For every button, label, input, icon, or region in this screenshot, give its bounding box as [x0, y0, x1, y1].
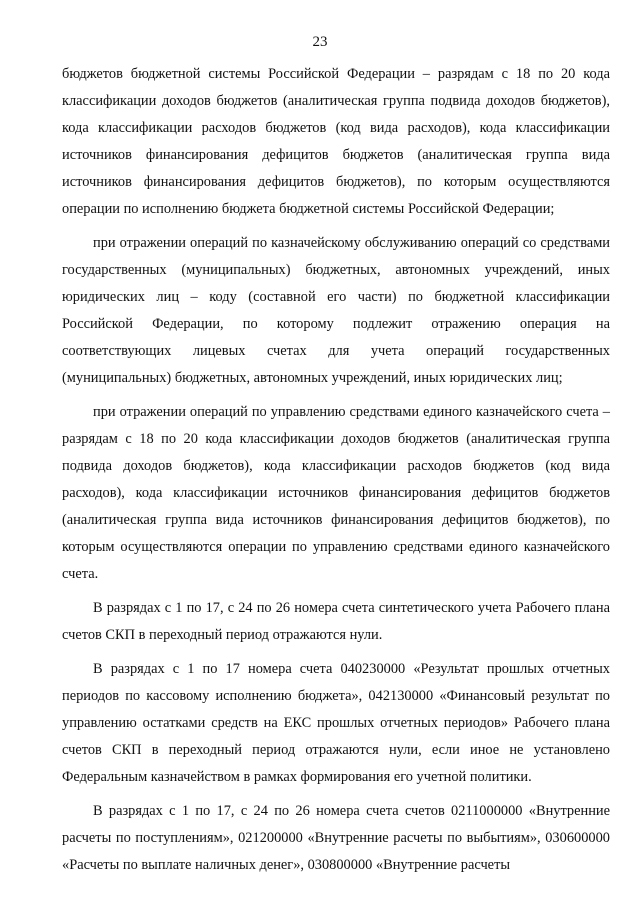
paragraph-4: В разрядах с 1 по 17, с 24 по 26 номера счета синтетического учета Рабочего плана счетов СКП в переходный период отражаются нули. [62, 600, 610, 643]
paragraph-3: при отражении операций по управлению средствами единого казначейского счета – разрядам с 18 по 20 кода классификации доходов бюджетов (аналитическая группа подвида доходов бюджетов), кода классификации расходов бюджетов (код вида расходов), кода классификации источников финансирования дефицитов бюджетов (аналитическая группа вида источников финансирования дефицитов бюджетов), по которым осуществляются операции по управлению средствами единого казначейского счета. [62, 404, 610, 582]
paragraph-6: В разрядах с 1 по 17, с 24 по 26 номера счета счетов 0211000000 «Внутренние расчеты по поступлениям», 021200000 «Внутренние расчеты по выбытиям», 030600000 «Расчеты по выплате наличных денег», 030800000 «Внутренние расчеты [62, 803, 610, 873]
paragraph-5: В разрядах с 1 по 17 номера счета 040230000 «Результат прошлых отчетных периодов по кассовому исполнению бюджета», 042130000 «Финансовый результат по управлению остатками средств на ЕКС прошлых отчетных периодов» Рабочего плана счетов СКП в переходный период отражаются нули, если иное не установлено Федеральным казначейством в рамках формирования его учетной политики. [62, 661, 610, 785]
page-number: 23 [312, 34, 328, 50]
paragraph-1: бюджетов бюджетной системы Российской Федерации – разрядам с 18 по 20 кода классификации доходов бюджетов (аналитическая группа подвида доходов бюджетов), кода классификации расходов бюджетов (код вида расходов), кода классификации источников финансирования дефицитов бюджетов (аналитическая группа вида источников финансирования дефицитов бюджетов), по которым осуществляются операции по исполнению бюджета бюджетной системы Российской Федерации; [62, 66, 610, 217]
paragraph-2: при отражении операций по казначейскому обслуживанию операций со средствами государственных (муниципальных) бюджетных, автономных учреждений, иных юридических лиц – коду (составной его части) по бюджетной классификации Российской Федерации, по которому подлежит отражению операция на соответствующих лицевых счетах для учета операций государственных (муниципальных) бюджетных, автономных учреждений, иных юридических лиц; [62, 235, 610, 386]
document-body [62, 61, 610, 879]
